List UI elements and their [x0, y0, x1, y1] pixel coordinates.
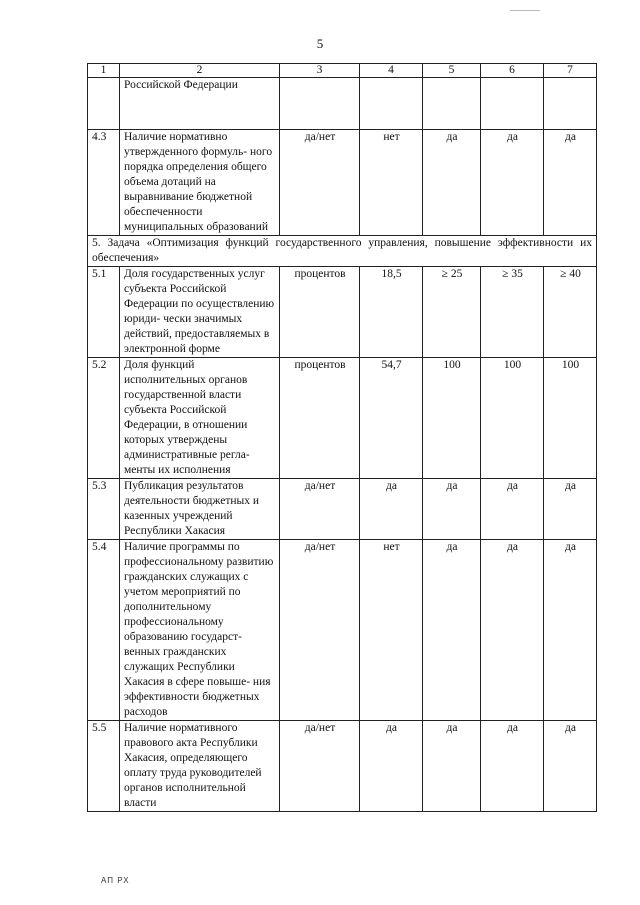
table-row [88, 479, 597, 540]
column-number: 7 [544, 64, 597, 78]
column-number: 2 [120, 64, 280, 78]
row-number: 5.3 [88, 479, 120, 540]
value-cell: да [423, 540, 481, 721]
column-number-row [88, 64, 597, 78]
table-row [88, 358, 597, 479]
value-cell: 100 [481, 358, 544, 479]
value-cell [360, 78, 423, 130]
value-cell: да [481, 540, 544, 721]
indicator-name: Доля государственных услуг субъекта Российской Федерации по осуществлению юриди- чески значимых действий, предоставляемых в электронной форме [120, 267, 280, 358]
footer-code: АП РХ [101, 876, 130, 885]
row-number: 5.4 [88, 540, 120, 721]
value-cell: ≥ 35 [481, 267, 544, 358]
value-cell: нет [360, 540, 423, 721]
value-cell: да [481, 130, 544, 236]
indicator-name: Наличие нормативного правового акта Республики Хакасия, определяющего оплату труда руководителей органов исполнительной власти [120, 721, 280, 812]
row-number: 5.1 [88, 267, 120, 358]
unit-cell: да/нет [280, 721, 360, 812]
value-cell: да [544, 479, 597, 540]
table-row [88, 267, 597, 358]
value-cell: да [423, 130, 481, 236]
value-cell: 100 [544, 358, 597, 479]
row-number: 4.3 [88, 130, 120, 236]
value-cell: 18,5 [360, 267, 423, 358]
column-number: 1 [88, 64, 120, 78]
value-cell: 100 [423, 358, 481, 479]
value-cell: да [423, 479, 481, 540]
indicator-name: Наличие программы по профессиональному развитию гражданских служащих с учетом мероприятий по дополнительному профессиональному образованию государст- венных гражданских служащих Республики Хакасия в сфере повыше- ния эффективности бюджетных расходов [120, 540, 280, 721]
indicator-name: Доля функций исполнительных органов государственной власти субъекта Российской Федерации, в отношении которых утверждены административные регла- менты их исполнения [120, 358, 280, 479]
task-text: 5. Задача «Оптимизация функций государственного управления, повышение эффективности их обеспечения» [92, 237, 592, 264]
value-cell: да [544, 721, 597, 812]
value-cell: да [360, 721, 423, 812]
value-cell [544, 78, 597, 130]
value-cell: 54,7 [360, 358, 423, 479]
indicator-table [87, 63, 597, 812]
table-row [88, 540, 597, 721]
value-cell: да [481, 479, 544, 540]
unit-cell: да/нет [280, 479, 360, 540]
indicator-name: Российской Федерации [120, 78, 280, 130]
indicator-name: Публикация результатов деятельности бюджетных и казенных учреждений Республики Хакасия [120, 479, 280, 540]
task-heading [88, 236, 597, 267]
table-row [88, 130, 597, 236]
value-cell: ≥ 25 [423, 267, 481, 358]
row-number: 5.2 [88, 358, 120, 479]
value-cell: ≥ 40 [544, 267, 597, 358]
row-number: 5.5 [88, 721, 120, 812]
unit-cell: да/нет [280, 130, 360, 236]
unit-cell: да/нет [280, 540, 360, 721]
page-number: 5 [316, 36, 324, 51]
value-cell: да [544, 130, 597, 236]
unit-cell: процентов [280, 267, 360, 358]
column-number: 6 [481, 64, 544, 78]
unit-cell [280, 78, 360, 130]
column-number: 3 [280, 64, 360, 78]
row-number [88, 78, 120, 130]
column-number: 5 [423, 64, 481, 78]
column-number: 4 [360, 64, 423, 78]
value-cell: да [360, 479, 423, 540]
value-cell [481, 78, 544, 130]
value-cell: нет [360, 130, 423, 236]
indicator-name: Наличие нормативно утвержденного формуль- ного порядка определения общего объема дотаций на выравнивание бюджетной обеспеченности муниципальных образований [120, 130, 280, 236]
unit-cell: процентов [280, 358, 360, 479]
value-cell: да [544, 540, 597, 721]
table-row [88, 721, 597, 812]
value-cell [423, 78, 481, 130]
value-cell: да [423, 721, 481, 812]
table-row [88, 78, 597, 130]
scan-mark [510, 10, 540, 11]
value-cell: да [481, 721, 544, 812]
task-row [88, 236, 597, 267]
